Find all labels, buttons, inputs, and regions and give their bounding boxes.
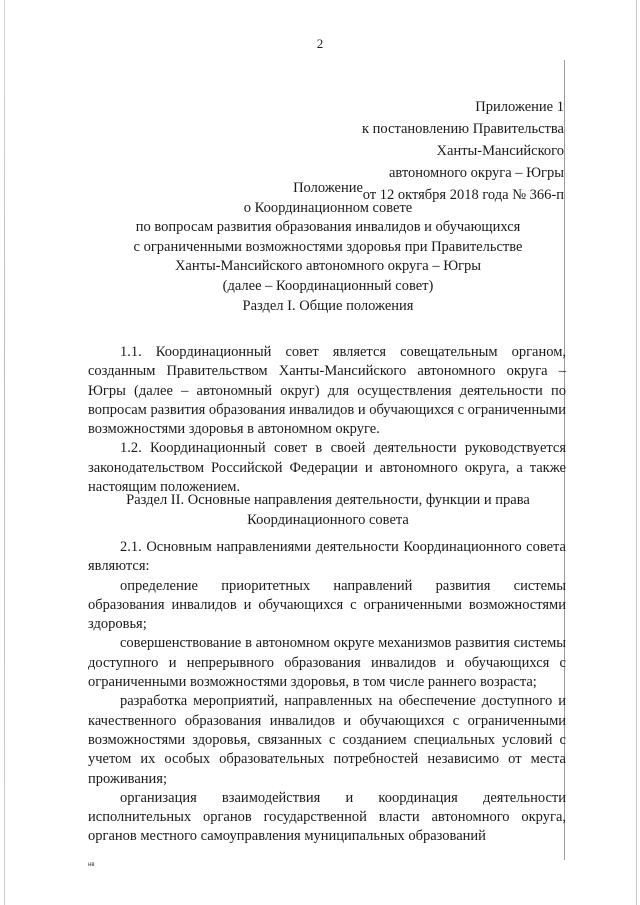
list-item: разработка мероприятий, направленных на обеспечение доступного и качественного образования инвалидов и обучающихся с ограниченными возможностями здоровья, связанных с созданием специальных условий с учетом их особых образовательных потребностей независимо от места проживания; <box>88 693 566 787</box>
scan-edge-right <box>636 0 637 905</box>
footer-initials: нв <box>88 862 95 868</box>
appendix-line: автономного округа – Югры <box>388 165 564 181</box>
title-line: по вопросам развития образования инвалидов и обучающихся <box>135 219 521 235</box>
appendix-line: Приложение 1 <box>475 99 564 115</box>
section-2-body <box>88 538 566 847</box>
list-item: определение приоритетных направлений развития системы образования инвалидов и обучающихся с ограниченными возможностями здоровья; <box>88 577 566 633</box>
appendix-line: к постановлению Правительства <box>362 121 564 137</box>
paragraph-2-1: 2.1. Основным направлениями деятельности Координационного совета являются: <box>88 539 566 575</box>
title-line: с ограниченными возможностями здоровья при Правительстве <box>133 238 523 255</box>
appendix-line: Ханты-Мансийского <box>436 143 564 159</box>
paragraph-1-2: 1.2. Координационный совет в своей деятельности руководствуется законодательством Российской Федерации и автономного округа, а также настоящим положением. <box>88 440 566 496</box>
section-1-heading: Раздел I. Общие положения <box>242 298 414 314</box>
document-title <box>88 179 568 296</box>
title-line: о Координационном совете <box>243 199 413 216</box>
scan-edge-left <box>4 0 5 905</box>
list-item: организация взаимодействия и координация деятельности исполнительных органов государственной власти автономного округа, органов местного самоуправления муниципальных образований <box>88 789 566 845</box>
section-2-heading <box>88 490 568 530</box>
paragraph-1-1: 1.1. Координационный совет является совещательным органом, созданным Правительством Ханты-Мансийского автономного округа – Югры (далее – автономный округ) для осуществления деятельности по вопросам развития образования инвалидов и обучающихся с ограниченными возможностями здоровья в автономном округе. <box>88 344 566 438</box>
appendix-line: от 12 октября 2018 года № 366-п <box>362 187 564 203</box>
section-2-heading-line: Раздел II. Основные направления деятельности, функции и права <box>126 492 530 508</box>
page-number: 2 <box>316 36 324 51</box>
list-item: совершенствование в автономном округе механизмов развития системы доступного и непрерывного образования инвалидов и обучающихся с ограниченными возможностями здоровья, в том числе раннего возраста; <box>88 635 566 691</box>
section-1-body <box>88 343 566 497</box>
title-line: Положение <box>293 180 363 196</box>
section-2-heading-line: Координационного совета <box>247 512 409 528</box>
title-line: (далее – Координационный совет) <box>222 277 434 294</box>
title-line: Ханты-Мансийского автономного округа – Югры <box>174 258 482 274</box>
